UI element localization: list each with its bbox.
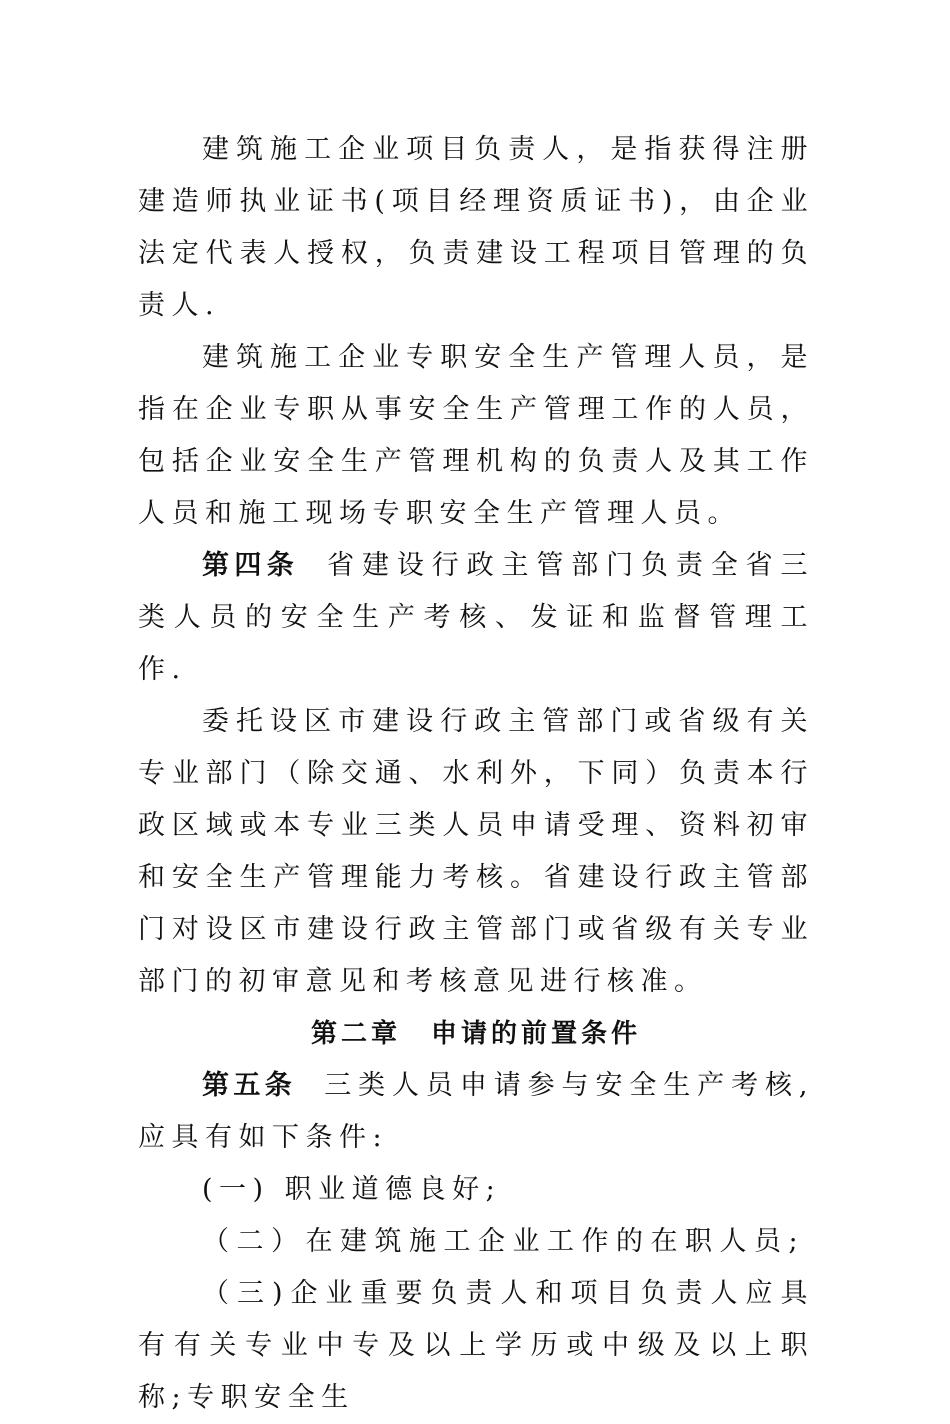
paragraph-delegation: 委托设区市建设行政主管部门或省级有关专业部门（除交通、水利外，下同）负责本行政区域或本专业三类人员申请受理、资料初审和安全生产管理能力考核。省建设行政主管部门对设区市建设行政主管部门或省级有关专业部门的初审意见和考核意见进行核准。 — [138, 706, 814, 997]
condition-item-3: （三)企业重要负责人和项目负责人应具有有关专业中专及以上学历或中级及以上职称;专职安全生 — [138, 1278, 814, 1413]
article-5-text: 三类人员申请参与安全生产考核,应具有如下条件: — [138, 1070, 814, 1153]
paragraph-project-manager-definition: 建筑施工企业项目负责人，是指获得注册建造师执业证书(项目经理资质证书)，由企业法定代表人授权，负责建设工程项目管理的负责人. — [138, 134, 814, 321]
document-body — [138, 124, 814, 1424]
chapter-title: 申请的前置条件 — [431, 1019, 642, 1049]
article-4-text: 省建设行政主管部门负责全省三类人员的安全生产考核、发证和监督管理工作. — [138, 550, 814, 685]
condition-item-1: (一) 职业道德良好; — [202, 1174, 502, 1205]
condition-item-2: （二）在建筑施工企业工作的在职人员; — [202, 1226, 806, 1257]
chapter-number: 第二章 — [310, 1019, 401, 1049]
article-5-label: 第五条 — [202, 1070, 297, 1101]
article-4 — [138, 540, 814, 696]
article-5 — [138, 1060, 814, 1164]
article-4-label: 第四条 — [202, 550, 300, 581]
chapter-heading — [138, 1008, 814, 1060]
paragraph-safety-officer-definition: 建筑施工企业专职安全生产管理人员，是指在企业专职从事安全生产管理工作的人员，包括企业安全生产管理机构的负责人及其工作人员和施工现场专职安全生产管理人员。 — [138, 342, 814, 529]
